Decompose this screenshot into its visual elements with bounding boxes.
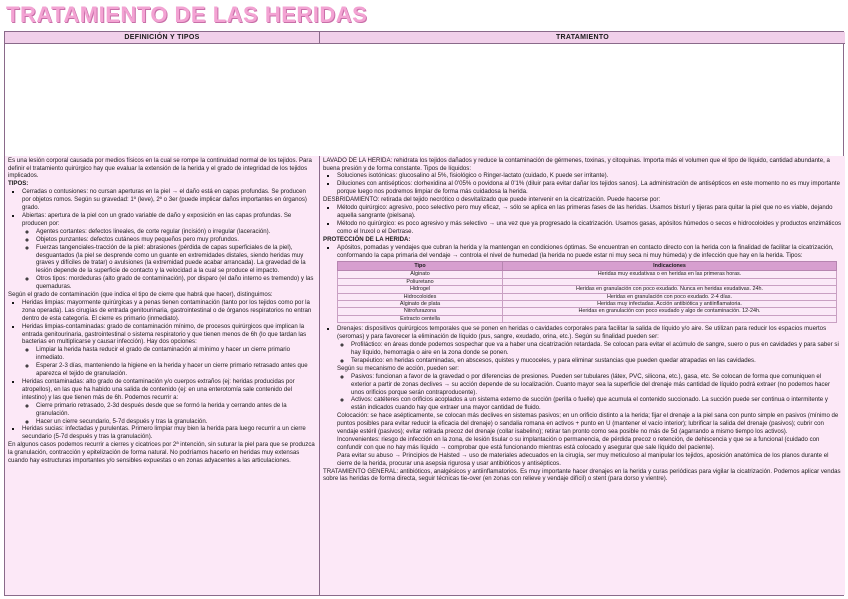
tipos-list — [8, 188, 316, 291]
drenajes-list — [323, 325, 842, 467]
list-item — [337, 180, 842, 196]
list-item — [22, 323, 316, 378]
cierre-retrasado-text: Cierre primario retrasado, 2-3d después desde que se formó la herida y cerrando antes de la granulación. — [36, 401, 287, 417]
table-cell: Alginato — [338, 271, 503, 278]
fuerzas-text: Fuerzas tangenciales-tracción de la piel: abrasiones (pérdida de capas superficiales de la piel), desguantados (la piel se desprende como un guante en extremidades distales, siendo heridas muy graves y difíciles de tratar) o avulsiones (la extremidad puede acabar arrancada). La gravedad de la lesión depende de la superficie de contacto y la velocidad a la cual se produce el impacto. — [36, 243, 306, 275]
abiertas-sublist — [22, 228, 316, 291]
proteccion-heading: PROTECCIÓN DE LA HERIDA: — [323, 235, 411, 243]
contaminadas-text: Heridas contaminadas: alto grado de contaminación y/o cuerpos extraños (ej: heridas producidas por atropellos), en las que ha habido una salida de contenido (ej: en una enterotomía sale contenido del intestino) y las que tienen más de 6h. Podemos recurrir a: — [22, 378, 295, 401]
profilactico-text: Profiláctico: en áreas donde podemos sospechar que va a haber una cicatrización retardada. Se colocan para evitar el acúmulo de sangre, suero o pus en cavidades y para saber si hay líquido, hemorragia o aire en la zona donde se ponen. — [351, 341, 839, 356]
limpias-cont-text: Heridas limpias-contaminadas: grado de contaminación mínimo, de procesos quirúrgicos que implican la entrada genitourinaria, gastrointestinal o sistema respiratorio y que tienen menos de 6h (lo que tardan las bacterias en multiplicarse y causar infección). Hay dos opciones: — [22, 322, 307, 346]
treatment-column — [320, 156, 845, 595]
list-item — [337, 244, 842, 260]
list-item — [36, 244, 316, 276]
abiertas-text: Abiertas: apertura de la piel con un grado variable de daño y exposición en las capas profundas. Se producen por: — [22, 211, 292, 227]
header-tratamiento: TRATAMIENTO — [320, 32, 845, 44]
list-item — [36, 402, 316, 418]
limpias-cont-sublist — [22, 346, 316, 378]
table-cell: Heridas en granulación con poco exudado y algo de contaminación. 12-24h. — [503, 308, 837, 315]
general-text: TRATAMIENTO GENERAL: antibióticos, analgésicos y antiinflamatorios. Es muy importante hacer drenajes en la herida y curas periódicas para vigilar la cicatrización. Podemos aplicar vendas sobre las heridas de forma directa, seguir técnicas tie-over (en zonas con relieve y vendaje difícil) o stent (para dorso y vientre). — [323, 467, 841, 483]
list-item — [351, 373, 842, 397]
otros-text: Otros tipos: mordeduras (alto grado de contaminación), por disparo (el daño interno es tremendo) y las quemaduras. — [36, 275, 314, 291]
list-item — [22, 378, 316, 425]
contaminacion-text: Según el grado de contaminación (que indica el tipo de cierre que habrá que hacer), distinguimos: — [8, 291, 273, 299]
list-item — [22, 425, 316, 441]
table-header-row — [338, 262, 837, 271]
esperar-text: Esperar 2-3 días, manteniendo la higiene en la herida y hacer un cierre primario retrasado antes que aparezca el tejido de granulación. — [36, 362, 308, 378]
limpiar-text: Limpiar la herida hasta reducir el grado de contaminación al mínimo y hacer un cierre primario inmediato. — [36, 346, 291, 362]
pasivos-text: Pasivos: funcionan a favor de la gravedad o por diferencias de presiones. Pueden ser tubulares (látex, PVC, silicona, etc.), gasa, etc. Se colocan de forma que comuniquen el exterior a partir de zonas declives → su acción depende de su localización. Cuanto mayor sea la superficie del drenaje más cantidad de líquido podrá extraer (no podemos hacer unos orificios porque serán contraproducente). — [351, 372, 830, 396]
page-title: TRATAMIENTO DE LAS HERIDAS — [6, 2, 368, 27]
soluciones-text: Soluciones isotónicas: glucosalino al 5%, fisiológico o Ringer-lactato (cuidado, K puede ser irritante). — [337, 172, 609, 180]
list-item — [22, 299, 316, 323]
table-cell: Hidrogel — [338, 286, 503, 293]
lavado-list — [323, 172, 842, 196]
mecanismo-text: Según su mecanismo de acción, pueden ser: — [337, 364, 459, 372]
limpias-text: Heridas limpias: mayormente quirúrgicas y a penas tienen contaminación (tanto por los tejidos como por la zona operada). Las cirugías de entrada genitourinaria, gastrointestinal o de órganos respiratorios no entran dentro de esta categoría. El cierre es primario (inmediato). — [22, 298, 312, 322]
definition-column — [5, 156, 320, 595]
punzantes-text: Objetos punzantes: defectos cutáneos muy pequeños pero muy profundos. — [36, 235, 239, 243]
list-item — [36, 418, 316, 426]
proteccion-list — [323, 244, 842, 260]
table-header-tipo: Tipo — [338, 262, 503, 271]
header-definicion: DEFINICIÓN Y TIPOS — [5, 32, 320, 44]
casos-text: En algunos casos podemos recurrir a cierres y cicatrices por 2ª intención, sin suturar la piel para que se produzca la granulación, contracción y epitelización de forma natural. No podríamos hacerlo en heridas muy extensas cuando hay estructuras importantes y/o sensibles expuestas o en zonas adyacentes a las articulaciones. — [8, 441, 315, 465]
table-row — [338, 286, 837, 293]
table-row — [338, 315, 837, 322]
dressings-table — [337, 261, 837, 323]
table-cell: Alginato de plata — [338, 301, 503, 308]
table-row — [338, 293, 837, 300]
table-row — [338, 308, 837, 315]
sucias-text: Heridas sucias: infectadas y purulentas. Primero limpiar muy bien la herida para luego recurrir a un cierre secundario (5-7d después y tras la granulación). — [22, 425, 306, 441]
list-item — [351, 341, 842, 357]
table-cell: Hidrocoloides — [338, 293, 503, 300]
terapeutico-text: Terapéutico: en heridas contaminadas, en abscesos, quistes y mucoceles, y para eliminar sustancias que pueden quedar atrapadas en las cavidades. — [351, 356, 756, 364]
intro-text: Es una lesión corporal causada por medios físicos en la cual se rompe la continuidad normal de los tejidos. Para definir el tratamiento quirúrgico hay que evaluar la extensión de la herida y el grado de integridad de los tejidos implicados. — [8, 156, 312, 180]
list-item — [36, 228, 316, 236]
table-cell — [503, 315, 837, 322]
table-cell: Extracto centella — [338, 315, 503, 322]
cerradas-text: Cerradas o contusiones: no cursan aperturas en la piel → el daño está en capas profundas. Se producen por objetos romos. Según su gravedad: 1º (leve), 2º o 3er (puede implicar daños importantes en órganos) grado. — [22, 188, 307, 212]
table-row — [338, 271, 837, 278]
list-item — [351, 396, 842, 412]
contaminacion-list — [8, 299, 316, 441]
cierre-secundario-text: Hacer un cierre secundario, 5-7d después y tras la granulación. — [36, 417, 208, 425]
table-row — [338, 301, 837, 308]
table-cell: Heridas muy infectadas. Acción antibiótica y antiinflamatoria. — [503, 301, 837, 308]
apositos-text: Apósitos, pomadas y vendajes que cubran la herida y la mantengan en condiciones óptimas. Se encuentran en contacto directo con la herida con la finalidad de facilitar la cicatrización, conformando la capa primaria del vendaje → controla el nivel de humedad (la herida no puede estar ni muy seca ni muy húmeda) y de infección que hay en la herida. Tipos: — [337, 243, 834, 259]
desbridamiento-list — [323, 204, 842, 236]
list-item — [337, 204, 842, 220]
quirurgico-text: Método quirúrgico: agresivo, poco selectivo pero muy eficaz, → sólo se aplica en las primeras fases de las heridas. Usamos bisturí y tijeras para quitar la piel que no es viable, dejando aquella sangrante (pielsana). — [337, 204, 833, 219]
tipos-label: TIPOS: — [8, 180, 29, 188]
list-item — [337, 325, 842, 467]
list-item — [36, 275, 316, 291]
list-item — [36, 362, 316, 378]
inconvenientes-text: Inconvenientes: riesgo de infección en la zona, de lesión tisular o su implantación o permanencia, de pérdida precoz o retención, de dehiscencia y que se a funcional (cuidado con confundir con que no hay más líquido → comprobar que está funcionando mientras está colocado y asegurar que sale líquido del paciente). — [337, 435, 820, 451]
list-item — [36, 346, 316, 362]
no-quirurgico-text: Método no quirúrgico: es poco agresivo y más selectivo → una vez que ya progresado la cicatrización. Usamos gasas, apósitos húmedos o secos e hidrocoloides y productos enzimáticos como el Iruxol o el Dertrase. — [337, 219, 842, 235]
table-cell: Heridas en granulación con poco exudado. Nunca en heridas exudativas. 24h. — [503, 286, 837, 293]
contaminadas-sublist — [22, 402, 316, 426]
summary-table — [4, 31, 844, 596]
activos-text: Activos: catéteres con orificios acoplados a un sistema externo de succión (perilla o fuelle) que acumula el contenido succionado. La succión puede ser continua o intermitente y están indicados cuando hay que extraer una mayor cantidad de fluido. — [351, 396, 828, 412]
colocacion-text: Colocación: se hace asépticamente, se colocan más declives en sistemas pasivos; en un orificio distinto a la herida; fijar el drenaje a la piel sana con punto simple en pasivos (mínimo de puntos posibles para evitar reducir la eficacia del drenaje) o sandalia romana en activos + punto en U (mantener el vacío interior); lubrificar la salida del drenaje (pasivos); cubrir con vendaje estéril (pasivos); evitar retirada precoz del drenaje (collar isabelino); retirar tan pronto como sea posible no más de 5d (agarrando a mismo tiempo los activos). — [337, 412, 839, 436]
mecanismo-sublist — [337, 373, 842, 413]
table-cell — [503, 278, 837, 285]
list-item — [36, 236, 316, 244]
lavado-text: LAVADO DE LA HERIDA: rehidrata los tejidos dañados y reduce la contaminación de gérmenes, toxinas, y citoquinas. Importa más el volumen que el tipo de líquido, cantidad abundante, a buena presión y de forma constante. Tipos de líquidos: — [323, 156, 830, 172]
diluciones-text: Diluciones con antisépticos: clorhexidina al 0'05% o povidona al 0'1% (diluir para evitar dañar los tejidos sanos). La administración de antisépticos en este momento no es muy importante porque luego nos podremos limpiar de forma más cuidadosa la herida. — [337, 180, 840, 196]
table-cell: Heridas en granulación con poco exudado. 2-4 días. — [503, 293, 837, 300]
abuso-text: Para evitar su abuso → Principios de Halsted → uso de materiales adecuados en la cirugía, ser muy meticuloso al manipular los tejidos, aposición anatómica de los planos durante el cierre de la herida, procurar una asepsia rigurosa y usar antibióticos y antisépticos. — [337, 451, 829, 467]
drenajes-text: Drenajes: dispositivos quirúrgicos temporales que se ponen en heridas o cavidades corporales para facilitar la salida de líquido y/o aire. Se utilizan para reducir los espacios muertos (seromas) y para favorecer la eliminación de líquido (pus, sangre, exudado, orina, etc.). Según su finalidad pueden ser: — [337, 325, 827, 341]
table-cell: Poliuretano — [338, 278, 503, 285]
table-cell: Heridas muy exudativas o en heridas en las primeras horas. — [503, 271, 837, 278]
agentes-text: Agentes cortantes: defectos lineales, de corte regular (incisión) o irregular (laceración). — [36, 227, 271, 235]
table-row — [338, 278, 837, 285]
list-item — [337, 172, 842, 180]
list-item — [22, 212, 316, 291]
desbridamiento-text: DESBRIDAMIENTO: retirada del tejido necrótico o desvitalizado que puede intervenir en la cicatrización. Puede hacerse por: — [323, 196, 661, 204]
list-item — [337, 220, 842, 236]
finalidad-sublist — [337, 341, 842, 365]
list-item — [22, 188, 316, 212]
table-cell: Nitrofurazona — [338, 308, 503, 315]
list-item — [351, 357, 842, 365]
table-header-indicaciones: Indicaciones — [503, 262, 837, 271]
